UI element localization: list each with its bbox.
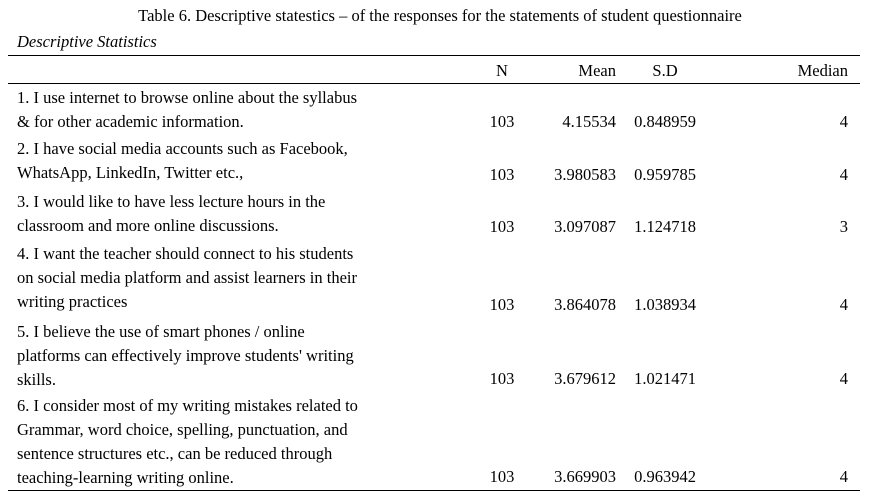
n-cell: 103 [489, 295, 515, 314]
n-cell: 103 [489, 112, 515, 131]
statement-line: 4. I want the teacher should connect to his students [17, 244, 354, 263]
sd-cell: 1.038934 [634, 295, 696, 314]
statement-line: 6. I consider most of my writing mistakes related to [17, 396, 358, 415]
statement-cell [17, 320, 407, 392]
mean-cell: 3.097087 [554, 217, 616, 236]
sd-cell: 0.963942 [634, 467, 696, 486]
statement-line: writing practices [17, 292, 128, 311]
mean-cell: 4.15534 [562, 112, 616, 131]
statement-cell [17, 190, 407, 238]
column-header-n: N [496, 61, 508, 80]
mean-cell: 3.669903 [554, 467, 616, 486]
n-cell: 103 [489, 369, 515, 388]
statement-line: teaching-learning writing online. [17, 468, 234, 487]
column-header-mean: Mean [578, 61, 616, 80]
statement-line: 1. I use internet to browse online about the syllabus [17, 88, 358, 107]
sd-cell: 1.021471 [634, 369, 696, 388]
statement-line: classroom and more online discussions. [17, 216, 279, 235]
median-cell: 4 [839, 165, 848, 184]
statement-cell [17, 86, 407, 134]
statement-line: skills. [17, 370, 56, 389]
statement-line: & for other academic information. [17, 112, 244, 131]
median-cell: 4 [839, 295, 848, 314]
statement-line: platforms can effectively improve students' writing [17, 346, 354, 365]
statement-line: 2. I have social media accounts such as Facebook, [17, 139, 348, 158]
sd-cell: 1.124718 [634, 217, 696, 236]
statement-line: 5. I believe the use of smart phones / online [17, 322, 305, 341]
mean-cell: 3.679612 [554, 369, 616, 388]
statement-line: Grammar, word choice, spelling, punctuation, and [17, 420, 348, 439]
sd-cell: 0.959785 [634, 165, 696, 184]
column-header-sd: S.D [652, 61, 678, 80]
statement-cell [17, 394, 407, 490]
statement-line: WhatsApp, LinkedIn, Twitter etc., [17, 163, 244, 182]
statement-line: 3. I would like to have less lecture hours in the [17, 192, 326, 211]
median-cell: 4 [839, 369, 848, 388]
n-cell: 103 [489, 165, 515, 184]
table-header-row [8, 56, 860, 84]
n-cell: 103 [489, 217, 515, 236]
median-cell: 4 [839, 112, 848, 131]
table-row [8, 392, 860, 490]
statement-cell [17, 242, 407, 314]
table-row [8, 188, 860, 240]
table-row [8, 135, 860, 188]
table-row [8, 84, 860, 135]
table-row [8, 240, 860, 318]
median-cell: 3 [839, 217, 848, 236]
statement-line: sentence structures etc., can be reduced through [17, 444, 333, 463]
median-cell: 4 [839, 467, 848, 486]
sd-cell: 0.848959 [634, 112, 696, 131]
table-subtitle: Descriptive Statistics [17, 32, 157, 51]
n-cell: 103 [489, 467, 515, 486]
statement-line: on social media platform and assist learners in their [17, 268, 357, 287]
descriptive-statistics-table [8, 55, 860, 491]
statement-cell [17, 137, 407, 185]
table-caption: Table 6. Descriptive statestics – of the responses for the statements of student questionnaire [138, 6, 742, 25]
mean-cell: 3.864078 [554, 295, 616, 314]
mean-cell: 3.980583 [554, 165, 616, 184]
table-row [8, 318, 860, 392]
column-header-median: Median [797, 61, 848, 80]
